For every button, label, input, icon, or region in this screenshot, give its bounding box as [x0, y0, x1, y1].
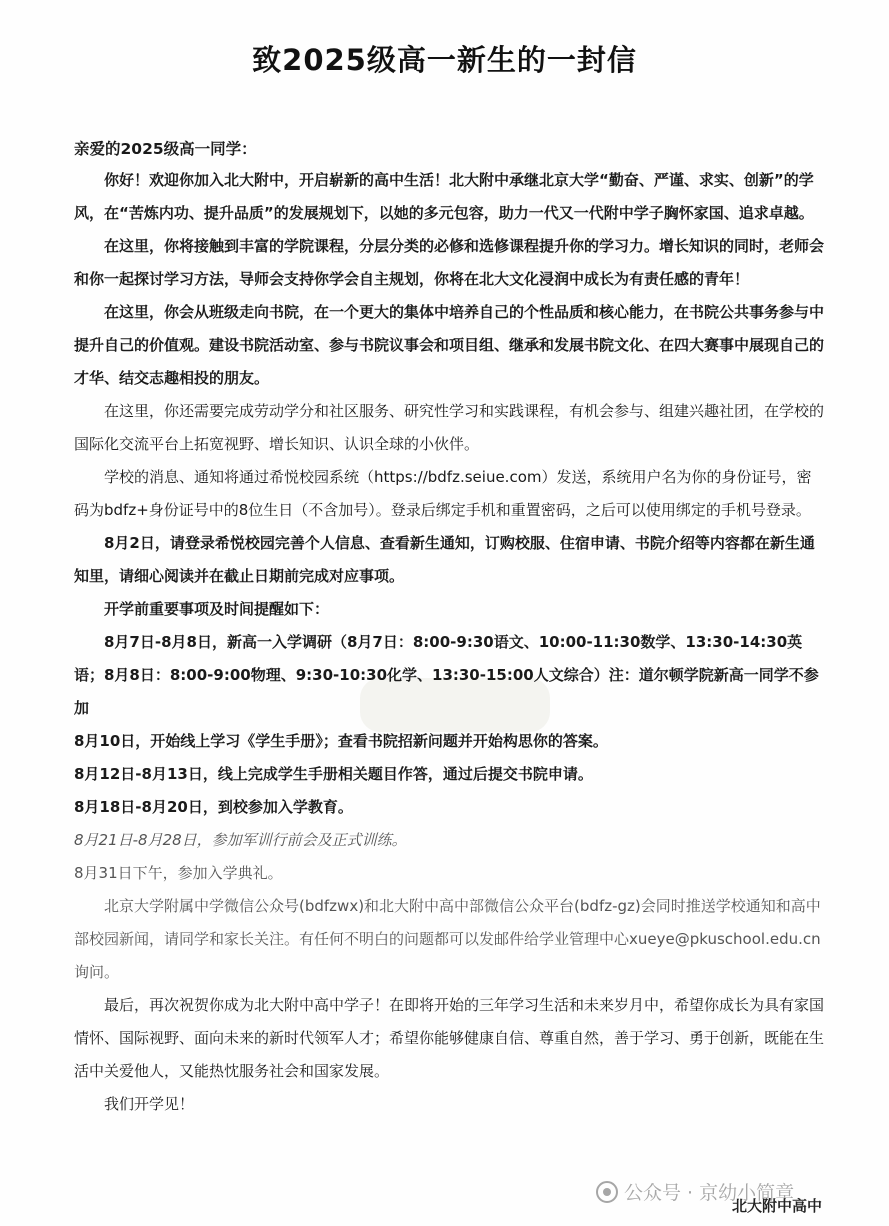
paragraph-activities: 在这里，你还需要完成劳动学分和社区服务、研究性学习和实践课程，有机会参与、组建兴趣社团，在学校的国际化交流平台上拓宽视野、增长知识、认识全球的小伙伴。 [74, 402, 825, 453]
paragraph-curriculum: 在这里，你将接触到丰富的学院课程，分层分类的必修和选修课程提升你的学习力。增长知识的同时，老师会和你一起探讨学习方法，导师会支持你学会自主规划，你将在北大文化浸润中成长为有责任感的青年！ [74, 237, 825, 288]
paragraph-wechat: 北京大学附属中学微信公众号(bdfzwx)和北大附中高中部微信公众平台(bdfz-gz)会同时推送学校通知和高中部校园新闻，请同学和家长关注。有任何不明白的问题都可以发邮件给学业管理中心xueye@pkuschool.edu.cn询问。 [74, 897, 821, 981]
schedule-item: 8月7日-8月8日，新高一入学调研（8月7日：8:00-9:30语文、10:00-11:30数学、13:30-14:30英语；8月8日：8:00-9:00物理、9:30-10:30化学、13:30-15:00人文综合）注：道尔顿学院新高一同学不参加 [74, 633, 819, 717]
schedule-item: 8月31日下午，参加入学典礼。 [74, 864, 283, 882]
schedule-item: 8月12日-8月13日，线上完成学生手册相关题目作答，通过后提交书院申请。 [74, 765, 593, 783]
schedule-item: 8月21日-8月28日，参加军训行前会及正式训练。 [74, 831, 407, 849]
letter-title: 致2025级高一新生的一封信 [252, 43, 637, 77]
paragraph-see-you: 我们开学见！ [104, 1095, 195, 1113]
paragraph-aug2: 8月2日，请登录希悦校园完善个人信息、查看新生通知，订购校服、住宿申请、书院介绍等内容都在新生通知里，请细心阅读并在截止日期前完成对应事项。 [74, 534, 815, 585]
paragraph-academy: 在这里，你会从班级走向书院，在一个更大的集体中培养自己的个性品质和核心能力，在书院公共事务参与中提升自己的价值观。建设书院活动室、参与书院议事会和项目组、继承和发展书院文化、在四大赛事中展现自己的才华、结交志趣相投的朋友。 [74, 303, 825, 387]
paragraph-system-login: 学校的消息、通知将通过希悦校园系统（https://bdfz.seiue.com）发送，系统用户名为你的身份证号，密码为bdfz+身份证号中的8位生日（不含加号）。登录后绑定手机和重置密码，之后可以使用绑定的手机号登录。 [74, 468, 812, 519]
paragraph-welcome: 你好！欢迎你加入北大附中，开启崭新的高中生活！北大附中承继北京大学“勤奋、严谨、求实、创新”的学风，在“苦炼内功、提升品质”的发展规划下，以她的多元包容，助力一代又一代附中学子胸怀家国、追求卓越。 [74, 171, 814, 222]
letter-body [74, 164, 826, 1121]
signature: 北大附中高中 [731, 1197, 822, 1215]
watermark-text: 公众号 · 京幼小简章 [624, 1182, 795, 1204]
wechat-official-account-icon [596, 1181, 618, 1203]
paragraph-congratulations: 最后，再次祝贺你成为北大附中高中学子！在即将开始的三年学习生活和未来岁月中，希望你成长为具有家国情怀、国际视野、面向未来的新时代领军人才；希望你能够健康自信、尊重自然，善于学习、勇于创新，既能在生活中关爱他人，又能热忱服务社会和国家发展。 [74, 996, 825, 1080]
schedule-item: 8月10日，开始线上学习《学生手册》；查看书院招新问题并开始构思你的答案。 [74, 732, 608, 750]
schedule-item: 8月18日-8月20日，到校参加入学教育。 [74, 798, 353, 816]
schedule-heading: 开学前重要事项及时间提醒如下： [104, 600, 330, 618]
salutation: 亲爱的2025级高一同学： [74, 140, 257, 158]
